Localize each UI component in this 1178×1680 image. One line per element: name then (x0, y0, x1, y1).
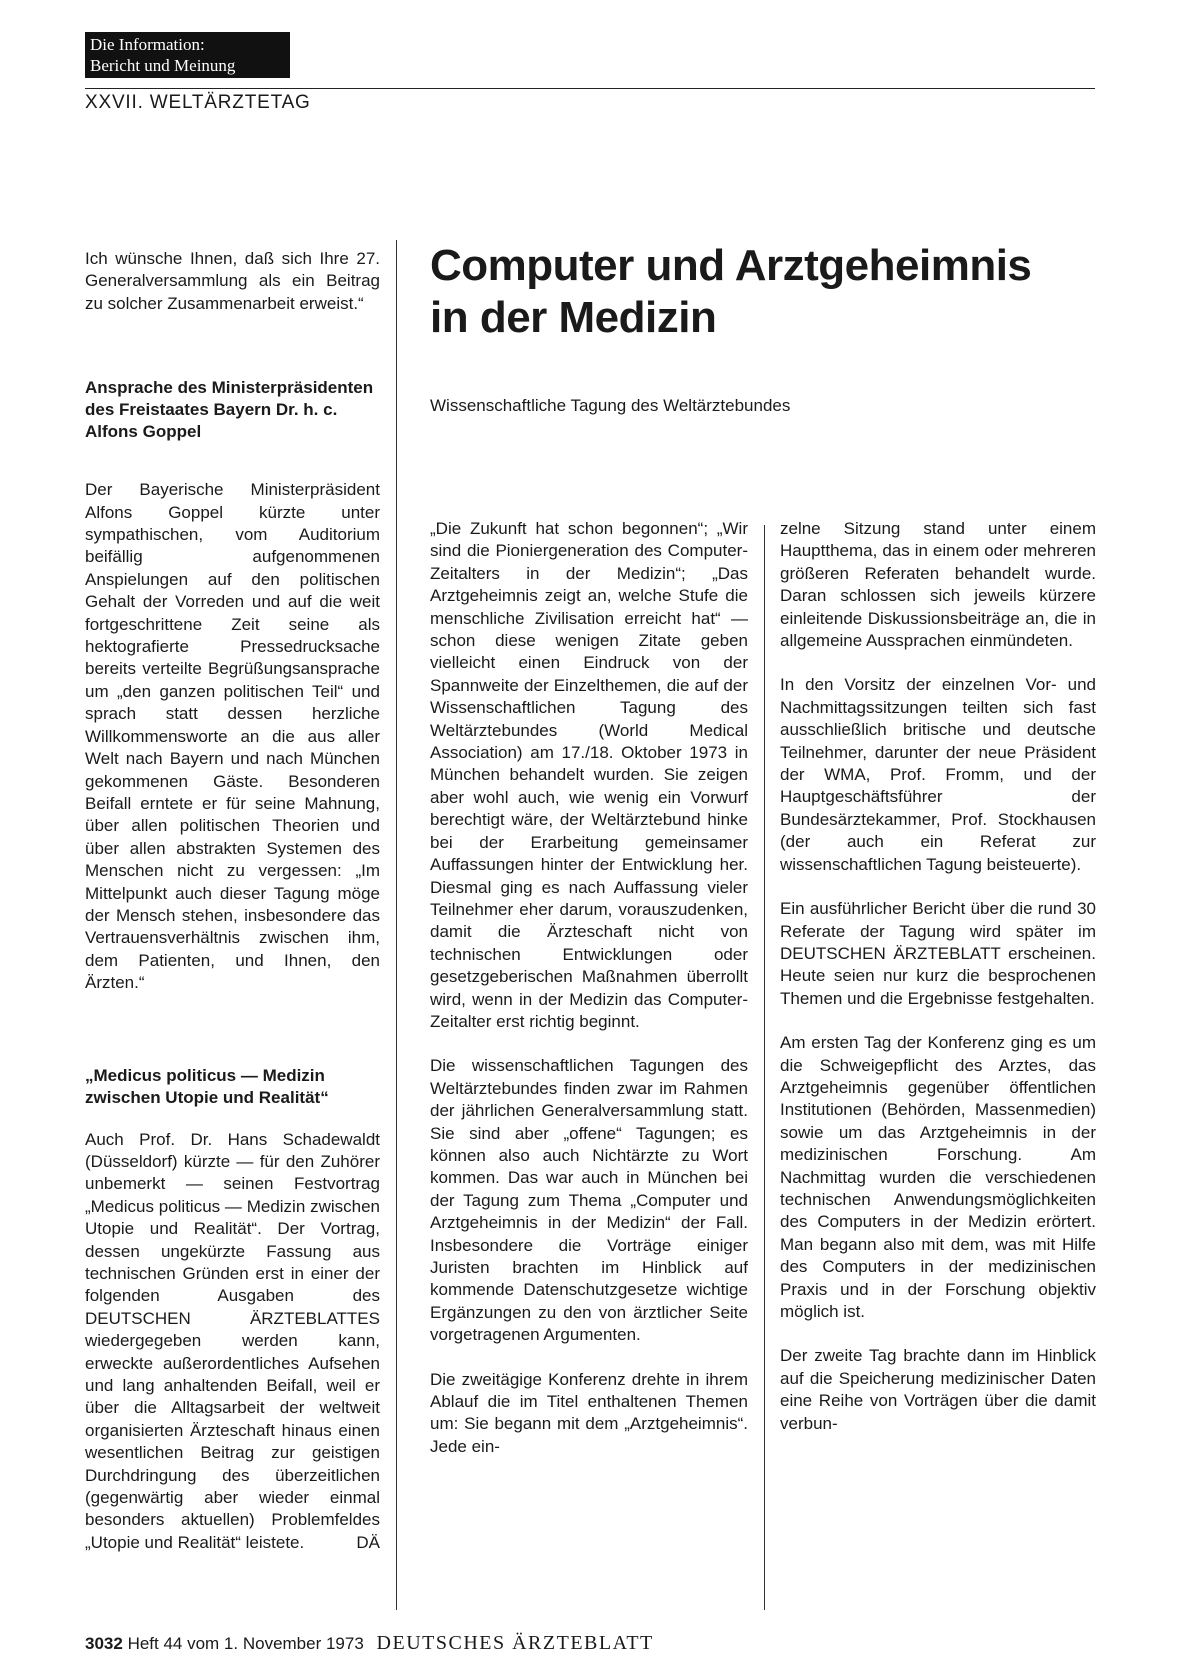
section-title: XXVII. WELTÄRZTETAG (85, 92, 311, 113)
issue-info: Heft 44 vom 1. November 1973 (127, 1634, 364, 1653)
intro-quote: Ich wünsche Ihnen, daß sich Ihre 27. Generalversammlung als ein Beitrag zu solcher Zusammenarbeit erweist.“ (85, 249, 380, 313)
left-column (85, 248, 380, 1554)
paragraph-vorsitz: In den Vorsitz der einzelnen Vor- und Nachmittagssitzungen teilten sich fast ausschließlich britische und deutsche Teilnehmer, darunter der neue Präsident der WMA, Prof. Fromm, und der Hauptgeschäftsführer der Bundesärztekammer, Prof. Stockhausen (der auch ein Referat zur wissenschaftlichen Tagung beisteuerte). (780, 675, 1096, 874)
paragraph-erster-tag: Am ersten Tag der Konferenz ging es um die Schweigepflicht des Arztes, das Arztgeheimnis gegenüber öffentlichen Institutionen (Behörden, Massenmedien) sowie um das Arztgeheimnis in der medizinischen Forschung. Am Nachmittag wurden die verschiedenen technischen Anwendungsmöglichkeiten des Computers in der Medizin erörtert. Man begann also mit dem, was mit Hilfe des Computers in der medizinischen Praxis und in der Forschung objektiv möglich ist. (780, 1033, 1096, 1321)
column-divider-right (764, 525, 765, 1610)
middle-column (430, 518, 748, 1480)
paragraph-tagungen: Die wissenschaftlichen Tagungen des Weltärztebundes finden zwar im Rahmen der jährlichen Generalversammlung statt. Sie sind aber „offene“ Tagungen; es können also auch Nichtärzte zu Wort kommen. Das war auch in München bei der Tagung zum Thema „Computer und Arztgeheimnis in der Medizin“ der Fall. Insbesondere die Vorträge einiger Juristen brachten im Hinblick auf kommende Datenschutzgesetze wichtige Ergänzungen zu den von ärztlicher Seite vorgetragenen Argumenten. (430, 1056, 748, 1345)
right-column (780, 518, 1096, 1457)
author-signature: DÄ (356, 1532, 380, 1552)
column-divider-left (396, 240, 397, 1610)
article-headline: Computer und Arztgeheimnis in der Medizin (430, 241, 1032, 342)
paragraph-zweiter-tag: Der zweite Tag brachte dann im Hinblick auf die Speicherung medizinischer Daten eine Reihe von Vorträgen über die damit verbun- (780, 1346, 1096, 1433)
label-line-1: Die Information: (90, 35, 205, 54)
paragraph-sitzung: zelne Sitzung stand unter einem Hauptthema, das in einem oder mehreren größeren Referaten behandelt wurde. Daran schlossen sich jeweils kürzere einleitende Diskussionsbeiträge an, die in allgemeine Aussprachen einmündeten. (780, 519, 1096, 651)
paragraph-schadewaldt-text: Auch Prof. Dr. Hans Schadewaldt (Düsseldorf) kürzte — für den Zuhörer unbemerkt — seinen Festvortrag „Medicus politicus — Medizin zwischen Utopie und Realität“. Der Vortrag, dessen ungekürzte Fassung aus technischen Gründen erst in einer der folgenden Ausgaben des DEUTSCHEN ÄRZTEBLATTES wiedergegeben werden kann, erweckte außerordentliches Aufsehen und lang anhaltenden Beifall, weil er über die Alltagsarbeit der weltweit organisierten Ärzteschaft hinaus einen wesentlichen Beitrag zur geistigen Durchdringung des überzeitlichen (gegenwärtig aber wieder einmal besonders aktuellen) Problemfeldes „Utopie und Realität“ leistete. (85, 1129, 380, 1552)
heading-medicus: „Medicus politicus — Medizin zwischen Utopie und Realität“ (85, 1065, 329, 1107)
page-footer (85, 1632, 654, 1655)
section-label-box (85, 32, 290, 78)
page-number: 3032 (85, 1634, 123, 1653)
article-subtitle: Wissenschaftliche Tagung des Weltärztebundes (430, 396, 791, 415)
top-rule (85, 88, 1095, 89)
paragraph-bericht: Ein ausführlicher Bericht über die rund 30 Referate der Tagung wird später im DEUTSCHEN ÄRZTEBLATT erscheinen. Heute seien nur kurz die besprochenen Themen und die Ergebnisse festgehalten. (780, 899, 1096, 1008)
masthead: DEUTSCHES ÄRZTEBLATT (376, 1632, 654, 1654)
heading-goppel: Ansprache des Ministerpräsidenten des Freistaates Bayern Dr. h. c. Alfons Goppel (85, 378, 374, 442)
label-line-2: Bericht und Meinung (90, 56, 236, 75)
paragraph-konferenz: Die zweitägige Konferenz drehte in ihrem Ablauf die im Titel enthaltenen Themen um: Sie begann mit dem „Arztgeheimnis“. Jede ein- (430, 1369, 748, 1456)
paragraph-zukunft: „Die Zukunft hat schon begonnen“; „Wir sind die Pioniergeneration des Computer-Zeitalters in der Medizin“; „Das Arztgeheimnis zeigt an, welche Stufe die menschliche Zivilisation erreicht hat“ — schon diese wenigen Zitate geben vielleicht einen Eindruck von der Spannweite der Einzelthemen, die auf der Wissenschaftlichen Tagung des Weltärztebundes (World Medical Association) am 17./18. Oktober 1973 in München behandelt wurden. Sie zeigen aber wohl auch, wie wenig ein Vorwurf berechtigt wäre, der Weltärztebund hinke bei der Erarbeitung gemeinsamer Auffassungen hinter der Entwicklung her. Diesmal ging es nach Auffassung vieler Teilnehmer eher darum, vorauszudenken, damit die Ärzteschaft nicht von technischen Entwicklungen oder gesetzgeberischen Maßnahmen überrollt wird, wenn in der Medizin das Computer-Zeitalter erst richtig beginnt. (430, 519, 748, 1031)
paragraph-schadewaldt (85, 1129, 380, 1555)
paragraph-goppel: Der Bayerische Ministerpräsident Alfons Goppel kürzte unter sympathischen, vom Auditorium beifällig aufgenommenen Anspielungen auf den politischen Gehalt der Vorreden und auf die weit fortgeschrittene Zeit seine als hektografierte Pressedrucksache bereits verteilte Begrüßungsansprache um „den ganzen politischen Teil“ und sprach statt dessen herzliche Willkommensworte an die aus aller Welt nach Bayern und nach München gekommenen Gäste. Besonderen Beifall erntete er für seine Mahnung, über allen politischen Theorien und über allen abstrakten Systemen des Menschen nicht zu vergessen: „Im Mittelpunkt auch dieser Tagung möge der Mensch stehen, insbesondere das Vertrauensverhältnis zwischen ihm, dem Patienten, und Ihnen, den Ärzten.“ (85, 480, 380, 993)
